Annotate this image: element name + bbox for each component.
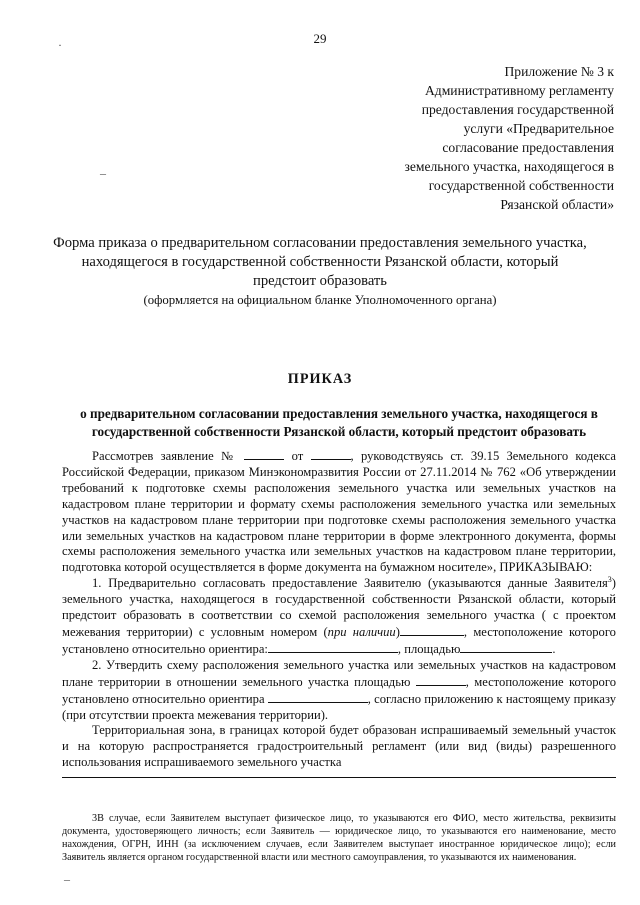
paragraph-preamble: [62, 448, 616, 576]
text: .: [552, 641, 556, 656]
paragraph-item-1: [62, 576, 616, 658]
paragraph-zone: [62, 723, 616, 771]
footnote: 3В случае, если Заявителем выступает физическое лицо, то указываются его ФИО, место жительства, реквизиты документа, удостоверяющего личность; если Заявитель — юридическое лицо, то указываются его наименование, место нахождения, ОГРН, ИНН (за исключением случаев, если Заявителем выступает иностранное юридическое лицо); если Заявитель является органом государственной власти или местного самоуправления, то указываются их наименования.: [62, 813, 616, 863]
signature-line: [62, 773, 616, 778]
blank-field: [460, 641, 552, 653]
scan-mark: –: [64, 872, 70, 886]
appendix-block: [404, 62, 614, 214]
blank-field: [244, 448, 284, 460]
form-title-note: (оформляется на официальном бланке Уполномоченного органа): [143, 293, 497, 307]
order-heading: ПРИКАЗ: [287, 371, 353, 387]
text: ) земельного участка, находящегося в государственной собственности Рязанской области, который предстоит образовать в соответствии со схемой расположения земельного участка ( с проектом межевания территории) с условным номером (: [62, 576, 616, 639]
scan-mark: –: [100, 166, 106, 180]
form-title: [30, 234, 610, 310]
text: 2. Утвердить схему расположения земельного участка или земельных участков на кадастровом плане территории в отношении земельного участка площадью: [62, 657, 616, 689]
form-title-line: Форма приказа о предварительном согласовании предоставления земельного участка,: [53, 235, 587, 251]
blank-field: [268, 691, 368, 703]
appendix-line: земельного участка, находящегося в: [404, 159, 614, 174]
page-number: 29: [313, 31, 327, 46]
appendix-line: услуги «Предварительное: [463, 121, 614, 136]
text: Территориальная зона, в границах которой будет образован испрашиваемый земельный участок и на которую распространяется градостроительный регламент (или вид (виды) разрешенного использования испрашиваемого земельного участка: [62, 723, 616, 770]
blank-field: [400, 624, 464, 636]
text: , площадью: [397, 641, 461, 656]
text: от: [291, 449, 304, 463]
text: , местоположение которого установлено относительно ориентира: [62, 674, 616, 706]
text: 1. Предварительно согласовать предоставление Заявителю (указываются данные Заявителя: [92, 576, 608, 591]
blank-field: [416, 674, 466, 686]
appendix-line: государственной собственности: [428, 178, 614, 193]
text-italic: при наличии: [327, 624, 396, 639]
appendix-line: Административному регламенту: [424, 83, 614, 98]
text: , местоположение которого установлено относительно ориентира:: [62, 624, 616, 656]
form-title-line: предстоит образовать: [253, 273, 387, 289]
text: , согласно приложению к настоящему приказу (при отсутствии проекта межевания территории).: [62, 691, 616, 722]
paragraph-item-2: [62, 658, 616, 724]
appendix-line: Приложение № 3 к: [504, 64, 614, 79]
form-title-line: находящегося в государственной собственности Рязанской области, который: [81, 254, 559, 270]
appendix-line: согласование предоставления: [442, 140, 614, 155]
text: Рассмотрев заявление №: [92, 449, 238, 463]
text: ): [395, 624, 400, 639]
footnote-ref: 3: [607, 575, 612, 585]
text: , руководствуясь ст. 39.15 Земельного кодекса Российской Федерации, приказом Минэкономразвития России от 27.11.2014 № 762 «Об утверждении требований к подготовке схемы расположения земельного участка или земельных участков на кадастровом плане территории и формату схемы расположения земельного участка или земельных участков на кадастровом плане территории при подготовке схемы расположения земельного участка или земельных участков на кадастровом плане территории в форме электронного документа, формы схемы расположения земельного участка или земельных участков на кадастровом плане территории, подготовка которой осуществляется в форме документа на бумажном носителе», ПРИКАЗЫВАЮ:: [62, 449, 616, 575]
appendix-line: предоставления государственной: [421, 102, 614, 117]
order-body: [62, 448, 616, 778]
scan-mark: ·: [58, 38, 62, 52]
blank-field: [268, 641, 398, 653]
blank-field: [311, 448, 351, 460]
appendix-line: Рязанской области»: [500, 197, 614, 212]
order-subject: о предварительном согласовании предоставления земельного участка, находящегося в государственной собственности Рязанской области, который предстоит образовать: [80, 406, 598, 439]
